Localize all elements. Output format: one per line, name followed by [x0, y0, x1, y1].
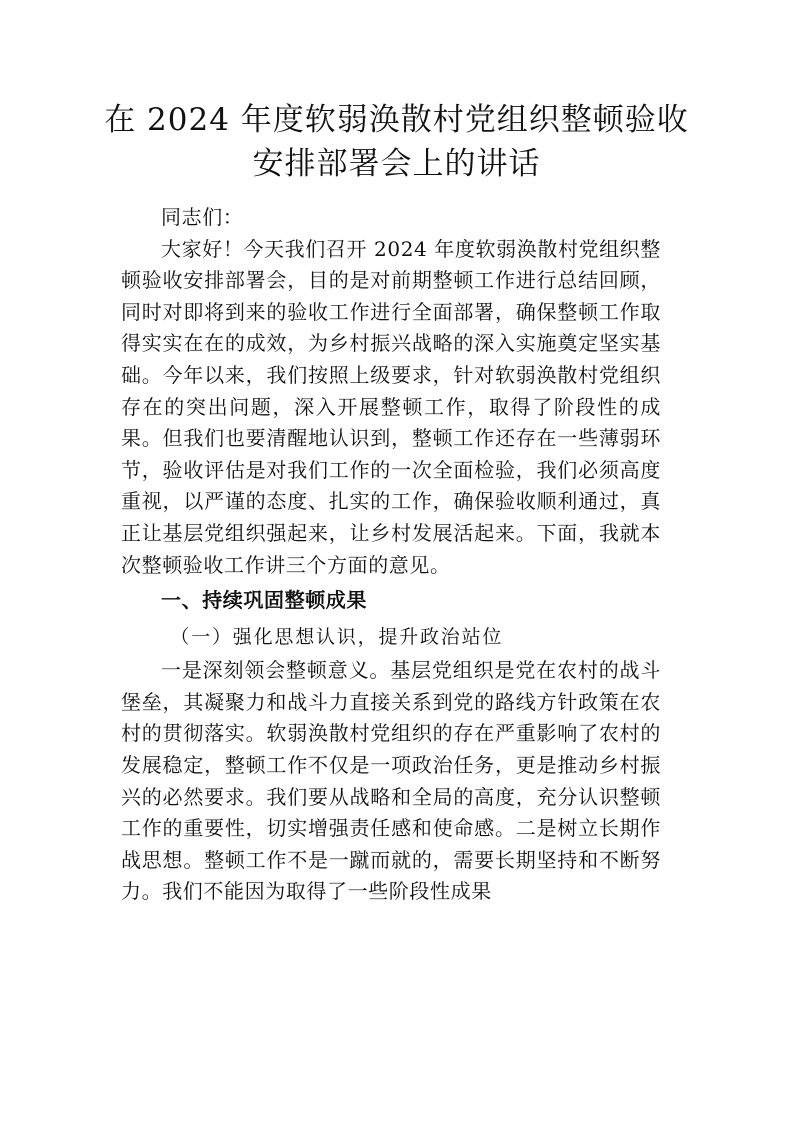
document-body [121, 202, 661, 908]
section-heading-1: 一、持续巩固整顿成果 [161, 588, 367, 613]
salutation: 同志们： [161, 205, 244, 229]
title-line-2: 安排部署会上的讲话 [252, 146, 541, 182]
subsection-paragraph-1: 一是深刻领会整顿意义。基层党组织是党在农村的战斗堡垒，其凝聚力和战斗力直接关系到党的路线方针政策在农村的贯彻落实。软弱涣散村党组织的存在严重影响了农村的发展稳定，整顿工作不仅是一项政治任务，更是推动乡村振兴的必然要求。我们要从战略和全局的高度，充分认识整顿工作的重要性，切实增强责任感和使命感。二是树立长期作战思想。整顿工作不是一蹴而就的，需要长期坚持和不断努力。我们不能因为取得了一些阶段性成果 [121, 658, 661, 904]
intro-paragraph: 大家好！今天我们召开 2024 年度软弱涣散村党组织整顿验收安排部署会，目的是对前期整顿工作进行总结回顾，同时对即将到来的验收工作进行全面部署，确保整顿工作取得实实在在的成效，为乡村振兴战略的深入实施奠定坚实基础。今年以来，我们按照上级要求，针对软弱涣散村党组织存在的突出问题，深入开展整顿工作，取得了阶段性的成果。但我们也要清醒地认识到，整顿工作还存在一些薄弱环节，验收评估是对我们工作的一次全面检验，我们必须高度重视，以严谨的态度、扎实的工作，确保验收顺利通过，真正让基层党组织强起来，让乡村发展活起来。下面，我就本次整顿验收工作讲三个方面的意见。 [121, 236, 661, 577]
subsection-heading-1: （一）强化思想认识，提升政治站位 [170, 626, 504, 649]
title-line-1: 在 2024 年度软弱涣散村党组织整顿验收 [104, 102, 689, 138]
document-title [100, 98, 693, 186]
